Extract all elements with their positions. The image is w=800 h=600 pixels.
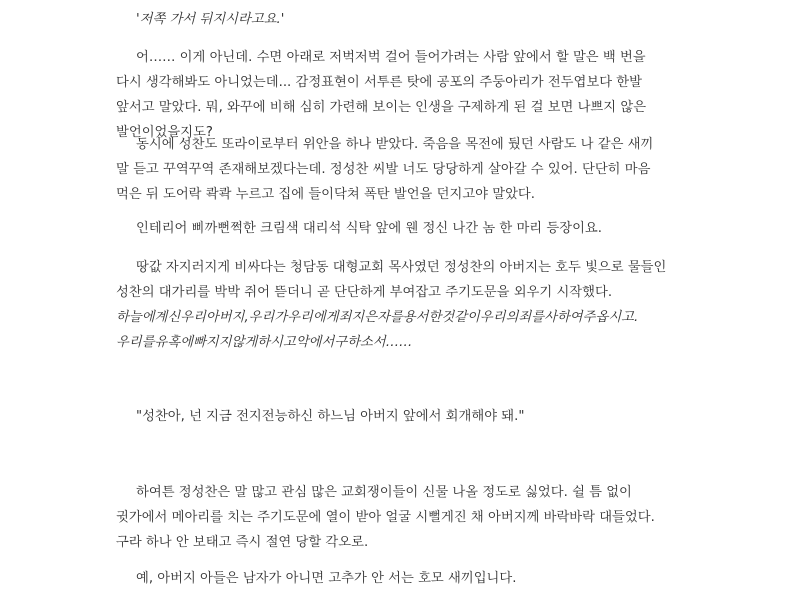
paragraph-3 (116, 216, 668, 241)
paragraph-4 (116, 255, 668, 355)
paragraph-1 (116, 45, 668, 145)
prayer-text: 하늘에계신우리아버지,우리가우리에게죄지은자를용서한것같이우리의죄를사하여주옵시고. 우리를유혹에빠지지않게하시고악에서구하소서…… (116, 310, 639, 350)
paragraph-5 (116, 480, 668, 555)
paragraph-dialogue (116, 404, 668, 429)
paragraph-text: '저쪽 가서 뒤지시라고요.' (136, 12, 285, 27)
paragraph-text: 어…… 이게 아닌데. 수면 아래로 저벅저벅 걸어 들어가려는 사람 앞에서 할 말은 백 번을 다시 생각해봐도 아니었는데... 감정표현이 서투른 탓에 공포의 주둥아리가 전두엽보다 한발 앞서고 말았다. 뭐, 와꾸에 비해 심히 가련해 보이는 인생을 구제하게 된 걸 보면 나쁘지 않은 발언이었을지도? (116, 50, 647, 140)
paragraph-2 (116, 132, 668, 207)
paragraph-quote-thought (116, 7, 668, 32)
paragraph-text: 예, 아버지 아들은 남자가 아니면 고추가 안 서는 호모 새끼입니다. (136, 571, 517, 586)
paragraph-text: 동시에 성찬도 또라이로부터 위안을 하나 받았다. 죽음을 목전에 뒀던 사람도 나 같은 새끼 말 듣고 꾸역꾸역 존재해보겠다는데. 정성찬 씨발 너도 당당하게 살아갈 수 있어. 단단히 마음 먹은 뒤 도어락 콱콱 누르고 집에 들이닥쳐 폭탄 발언을 던지고야 말았다. (116, 137, 654, 202)
paragraph-6 (116, 566, 668, 591)
paragraph-text: 인테리어 삐까뻔쩍한 크림색 대리석 식탁 앞에 웬 정신 나간 놈 한 마리 등장이요. (136, 221, 602, 236)
paragraph-text: "성찬아, 넌 지금 전지전능하신 하느님 아버지 앞에서 회개해야 돼." (136, 409, 525, 424)
paragraph-text: 하여튼 정성찬은 말 많고 관심 많은 교회쟁이들이 신물 나올 정도로 싫었다. 쉴 틈 없이 귓가에서 메아리를 치는 주기도문에 열이 받아 얼굴 시뻘게진 채 아버지께 바락바락 대들었다. 구라 하나 안 보태고 즉시 절연 당할 각오로. (116, 485, 655, 550)
paragraph-text: 땅값 자지러지게 비싸다는 청담동 대형교회 목사였던 정성찬의 아버지는 호두 빛으로 물들인 성찬의 대가리를 박박 쥐어 뜯더니 곧 단단하게 부여잡고 주기도문을 외우기 시작했다. (116, 260, 667, 300)
